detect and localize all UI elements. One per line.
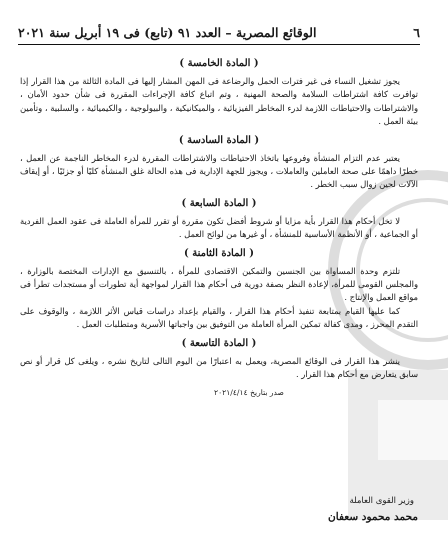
article-6 <box>20 134 418 192</box>
article-7 <box>20 197 418 242</box>
article-8 <box>20 247 418 332</box>
article-heading: ( المادة السادسة ) <box>178 134 260 146</box>
page-number: ٦ <box>413 24 420 40</box>
article-heading: ( المادة السابعة ) <box>181 197 257 209</box>
article-paragraph: ينشر هذا القرار فى الوقائع المصرية، ويعمل به اعتبارًا من اليوم التالى لتاريخ نشره ، ويلغى كل قرار أو نص سابق يتعارض مع أحكام هذا القرار . <box>20 355 418 380</box>
article-paragraph: كما عليها القيام بمتابعة تنفيذ أحكام هذا القرار ، والقيام بإعداد دراسات قياس الأثر اللازمة ، والوقوف على التقدم المحرز ، ومدى كفالة تمكين المرأة العاملة من التوفيق بين واجباتها الأسرية ومتطلبات العمل . <box>20 305 418 330</box>
article-paragraph: يجوز تشغيل النساء فى غير فترات الحمل والرضاعة فى المهن المشار إليها فى المادة الثالثة من هذا القرار إذا توافرت كافة اشتراطات السلامة والصحة المهنية ، وتم اتباع كافة الإجراءات المقررة فى شأن حدود الأمان ، والاشتراطات والاحتياطات اللازمة لدرء المخاطر الفيزيائية ، والميكانيكية ، والبيولوجية ، والكيميائية ، والسلبية ، وتأمين بيئة العمل . <box>20 76 418 127</box>
page-header <box>18 22 420 42</box>
signatory-name: محمد محمود سعفان <box>328 511 418 523</box>
article-paragraph: لا تخل أحكام هذا القرار بأية مزايا أو شروط أفضل تكون مقررة أو تقرر للمرأة العاملة فى عقود العمل الفردية أو الجماعية ، أو الأنظمة الأساسية للمنشأة ، أو غيرها من لوائح العمل . <box>20 215 418 240</box>
header-divider <box>18 44 420 45</box>
article-5 <box>20 57 418 129</box>
article-heading: ( المادة الخامسة ) <box>179 58 259 69</box>
signature-block <box>328 494 418 526</box>
article-heading: ( المادة الثامنة ) <box>184 247 254 259</box>
issue-date: صدر بتاريخ ٢٠٢١/٤/١٤ <box>213 387 284 397</box>
article-9 <box>20 337 418 382</box>
article-paragraph: تلتزم وحدة المساواة بين الجنسين والتمكين الاقتصادى للمرأة ، بالتنسيق مع الإدارات المختصة بالوزارة ، والمجلس القومى للمرأة، لإعادة النظر بصفة دورية فى أحكام هذا القرار لمواجهة أية تطورات أو مستجدات تطرأ فى مواقع العمل والإنتاج . <box>20 265 418 303</box>
document-body <box>20 52 418 399</box>
gazette-title: الوقائع المصرية – العدد ٩١ (تابع) فى ١٩ أبريل سنة ٢٠٢١ <box>18 24 317 40</box>
article-paragraph: يعتبر عدم التزام المنشأة وفروعها باتخاذ الاحتياطات والاشتراطات المقررة لدرء المخاطر الناجمة عن العمل ، خطرًا داهمًا على صحة العاملين والعاملات ، ويجوز للجهة الإدارية فى هذه الحالة غلق المنشأة كليًا أو جزئيًا ، أو إيقاف الآلات لحين زوال سبب الخطر . <box>20 152 418 190</box>
signatory-title: وزير القوى العاملة <box>349 496 414 506</box>
article-heading: ( المادة التاسعة ) <box>181 337 257 349</box>
